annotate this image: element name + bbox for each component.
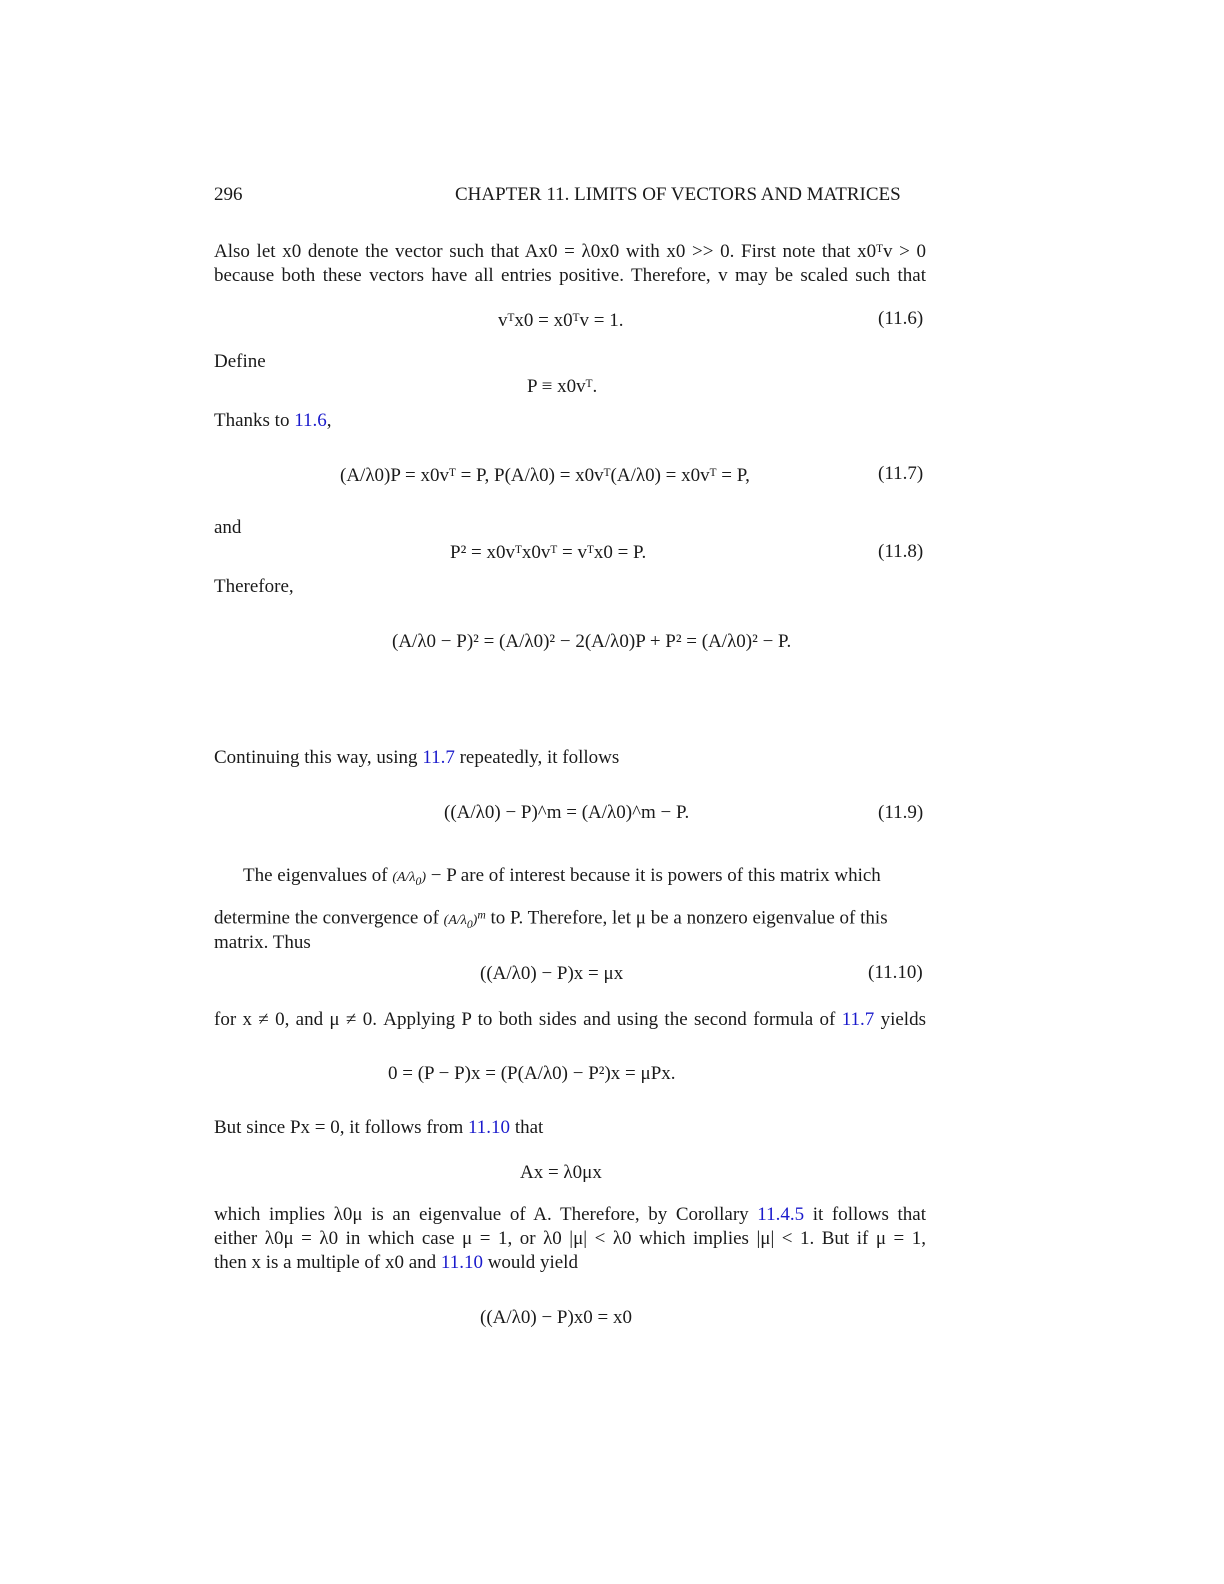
equation-11-7	[340, 448, 810, 509]
text-fragment: would yield	[482, 1252, 578, 1273]
continuing-line	[214, 746, 619, 770]
inline-fraction: $(A/\lambda_0)^m$	[443, 908, 486, 931]
but-since-line	[214, 1116, 543, 1140]
equation-square-expansion	[392, 612, 812, 737]
paragraph-line: Also let x0 denote the vector such that Ax0 = λ0x0 with x0 >> 0. First note that x0ᵀv > 0	[214, 241, 926, 262]
equation-ax-svg	[520, 1158, 660, 1186]
therefore-label: Therefore,	[214, 576, 294, 597]
text-fragment: But since Px = 0, it follows from	[214, 1117, 469, 1138]
equation-text: (A/λ0)P = x0vᵀ = P, P(A/λ0) = x0vᵀ(A/λ0) = x0vᵀ = P,	[340, 465, 750, 486]
equation-number: (11.7)	[878, 463, 924, 484]
equation-11-8	[450, 538, 710, 571]
equation-text: vᵀx0 = x0ᵀv = 1.	[498, 310, 624, 331]
reference-link[interactable]: 11.7	[422, 747, 455, 768]
text-fragment: − P are of interest because it is powers of this matrix which	[430, 865, 881, 886]
equation-number: (11.8)	[878, 541, 924, 562]
equation-text: ((A/λ0) − P)x = μx	[480, 963, 624, 984]
text-fragment: Continuing this way, using	[214, 747, 423, 768]
equation-11-6-svg	[498, 306, 658, 334]
thanks-line	[214, 409, 332, 433]
text-fragment: to P. Therefore, let μ be a nonzero eigenvalue of this	[490, 907, 888, 929]
equation-11-10	[480, 946, 680, 1007]
paragraph-line: because both these vectors have all entries positive. Therefore, v may be scaled such that	[214, 265, 926, 286]
equation-number: (11.10)	[868, 962, 923, 983]
text-fragment: for x ≠ 0, and μ ≠ 0. Applying P to both sides and using the second formula of	[214, 1009, 842, 1030]
reference-link[interactable]: 11.6	[294, 410, 327, 431]
equation-number: (11.6)	[878, 308, 924, 329]
equation-zero-svg	[388, 1046, 768, 1102]
equation-11-9	[444, 785, 744, 846]
text-fragment: then x is a multiple of x0 and	[214, 1252, 441, 1273]
eigen-line-1	[243, 864, 881, 894]
text-fragment: which implies λ0μ is an eigenvalue of A. Therefore, by Corollary	[214, 1204, 758, 1225]
equation-11-10-svg	[480, 946, 680, 1002]
text-fragment: yields	[874, 1009, 926, 1030]
reference-link[interactable]: 11.10	[440, 1252, 483, 1273]
text-fragment: that	[510, 1117, 544, 1138]
for-line	[214, 1008, 926, 1032]
text-fragment: it follows that	[804, 1204, 926, 1225]
equation-last-svg	[480, 1290, 680, 1346]
equation-11-7-svg	[340, 448, 810, 504]
define-label: Define	[214, 351, 266, 372]
equation-ax	[520, 1158, 660, 1191]
text-fragment: determine the convergence of	[214, 907, 439, 929]
equation-text: ((A/λ0) − P)^m = (A/λ0)^m − P.	[444, 802, 690, 823]
eigen-line-2	[214, 903, 888, 936]
inline-fraction: $(A/\lambda_0)$	[392, 870, 426, 888]
text-fragment: repeatedly, it follows	[454, 747, 620, 768]
equation-text: 0 = (P − P)x = (P(A/λ0) − P²)x = μPx.	[388, 1063, 676, 1084]
text-fragment: The eigenvalues of	[243, 865, 388, 886]
equation-last	[480, 1290, 680, 1351]
page-number: 296	[214, 184, 243, 205]
equation-text: Ax = λ0μx	[520, 1162, 602, 1183]
eigen-line-3: matrix. Thus	[214, 932, 311, 953]
reference-link[interactable]: 11.10	[468, 1117, 511, 1138]
equation-number: (11.9)	[878, 802, 924, 823]
equation-text: P ≡ x0vᵀ.	[527, 376, 598, 397]
equation-define	[527, 372, 637, 405]
equation-11-8-svg	[450, 538, 710, 566]
text-fragment: ,	[326, 410, 332, 431]
either-line: either λ0μ = λ0 in which case μ = 1, or λ0 |μ| < λ0 which implies |μ| < 1. But if μ = 1,	[214, 1228, 926, 1249]
equation-text: ((A/λ0) − P)x0 = x0	[480, 1307, 633, 1328]
then-line	[214, 1251, 578, 1275]
which-implies-line	[214, 1203, 926, 1227]
equation-text: (A/λ0 − P)² = (A/λ0)² − 2(A/λ0)P + P² = (A/λ0)² − P.	[392, 631, 792, 652]
running-title: CHAPTER 11. LIMITS OF VECTORS AND MATRICES	[455, 184, 901, 205]
equation-zero	[388, 1046, 768, 1107]
text-fragment: Thanks to	[214, 410, 295, 431]
reference-link[interactable]: 11.7	[841, 1009, 875, 1030]
equation-text: P² = x0vᵀx0vᵀ = vᵀx0 = P.	[450, 542, 647, 563]
equation-11-9-svg	[444, 785, 744, 841]
and-label: and	[214, 517, 242, 538]
equation-define-svg	[527, 372, 637, 400]
equation-square-svg	[392, 612, 812, 732]
reference-link[interactable]: 11.4.5	[757, 1204, 805, 1225]
equation-11-6	[498, 306, 658, 339]
